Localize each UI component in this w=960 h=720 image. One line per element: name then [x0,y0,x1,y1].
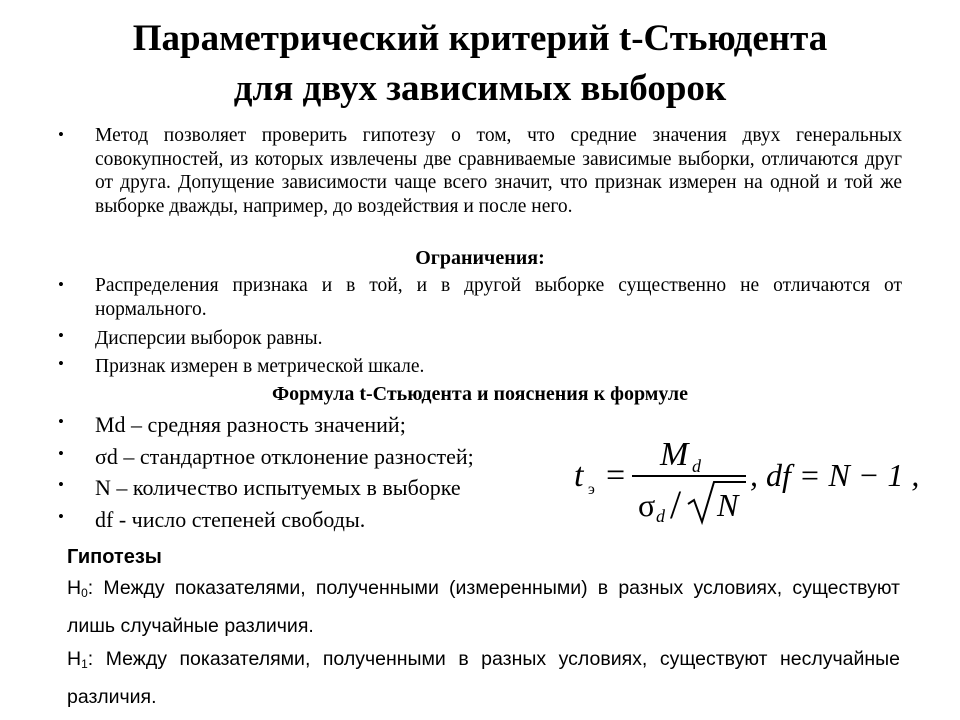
explanation-md: Md – средняя разность значений; [95,412,406,437]
title-line-1: Параметрический критерий t-Стьюдента [132,18,828,59]
explanation-n: N – количество испытуемых в выборке [95,475,461,500]
formula-heading: Формула t-Стьюдента и пояснения к формуле [271,383,688,405]
formula-t-sub: э [588,481,595,498]
formula-equals: = [606,457,626,494]
bullet-explanation-4: • [58,507,64,526]
t-student-formula [568,430,940,530]
bullet-limitation-1: • [58,275,64,294]
formula-t: t [574,457,584,494]
explanation-sigma: σd – стандартное отклонение разностей; [95,444,474,469]
bullet-explanation-2: • [58,444,64,463]
formula-n: N [717,487,739,523]
explanation-df: df - число степеней свободы. [95,507,366,532]
formula-slash: / [670,482,682,527]
h1-sub: 1 [81,657,88,671]
h0-sub: 0 [81,586,88,600]
formula-df: , df = N − 1 , [750,457,920,493]
bullet-explanation-3: • [58,475,64,494]
formula-numerator-sub: d [692,456,701,476]
limitation-3: Признак измерен в метрической шкале. [95,356,425,377]
h1-text: : Между показателями, полученными в разных условиях, существуют неслучайные различия. [67,648,900,708]
formula-sigma: σ [638,487,656,523]
hypothesis-h0 [67,572,900,643]
limitation-1: Распределения признака и в той, и в другой выборке существенно не отличаются от нормального. [95,275,902,320]
bullet-limitation-3: • [58,354,64,373]
formula-sigma-sub: d [656,506,665,526]
formula-numerator-m: M [660,436,689,473]
limitation-2: Дисперсии выборок равны. [95,328,323,349]
title-line-2: для двух зависимых выборок [233,68,727,109]
bullet-intro: • [58,125,64,144]
h1-label: H [67,648,82,670]
hypothesis-h1 [67,643,900,714]
slide-title [0,14,960,114]
limitations-heading: Ограничения: [415,247,545,269]
bullet-explanation-1: • [58,412,64,431]
hypotheses-block [67,542,900,714]
intro-paragraph: Метод позволяет проверить гипотезу о том, что средние значения двух генеральных совокупностей, из которых извлечены две сравниваемые зависимые выборки, отличаются друг от друга. Допущение зависимости чаще всего значит, что признак измерен на одной и той же выборке дважды, например, до воздействия и после него. [95,125,902,217]
hypotheses-heading: Гипотезы [67,546,162,568]
bullet-limitation-2: • [58,326,64,345]
h0-label: H [67,577,82,599]
h0-text: : Между показателями, полученными (измеренными) в разных условиях, существуют лишь случайные различия. [67,577,900,637]
